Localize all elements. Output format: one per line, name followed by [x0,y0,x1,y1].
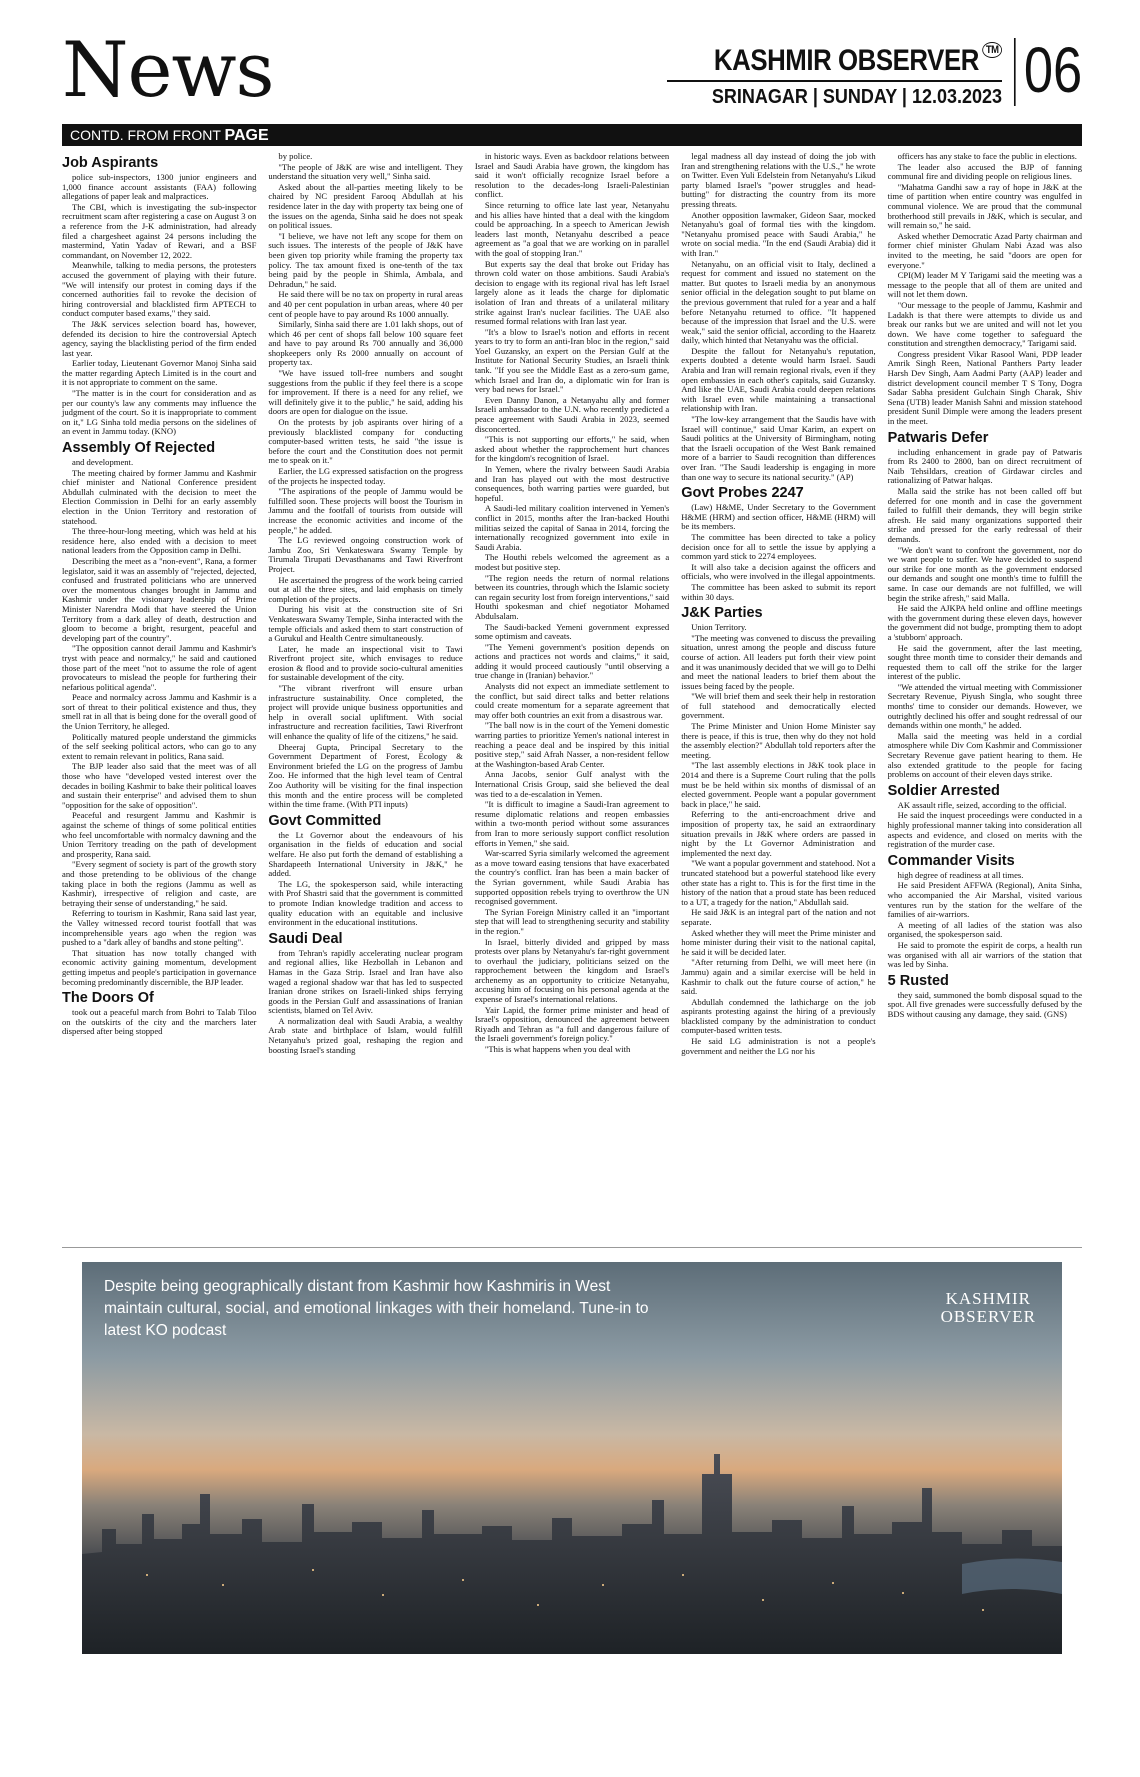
article-paragraph: "The last assembly elections in J&K took place in 2014 and there is a Supreme Court ruling that the polls must be be held within six months of dismissal of an elected government. People want a popular government back in place," he said. [681,760,876,809]
brand-block [667,44,1002,109]
article-paragraph: Peace and normalcy across Jammu and Kashmir is a sort of threat to their political existence and thus, they smell rat in all that is being done for the overall good of the Union Territory, he alleged. [62,692,257,732]
article-column [268,152,462,1242]
article-paragraph: A normalization deal with Saudi Arabia, a wealthy Arab state and birthplace of Islam, would fulfill Netanyahu's prized goal, reshaping the region and boosting Israel's standing [268,1015,463,1055]
article-paragraph: "It's a blow to Israel's notion and efforts in recent years to try to form an anti-Iran bloc in the region," said Yoel Guzansky, an expert on the Persian Gulf at the Institute for National Security Studies, an Israeli think tank. "If you see the Middle East as a zero-sum game, which Israel and Iran do, a diplomatic win for Iran is very bad news for Israel." [474,326,670,395]
article-paragraph: The LG, the spokesperson said, while interacting with Prof Shastri said that the government is committed to promote Indian knowledge tradition and access to quality education with an equitable and inclusive environment in the educational institutions. [268,878,463,928]
article-columns [62,152,1082,1242]
article-paragraph: "We don't want to confront the government, nor do we want people to suffer. We have decided to suspend our strike for one month as the government endorsed our demands and sought one month's time to fulfill the same. In case our demands are not fulfilled, we will begin the strike afresh," said Malla. [887,544,1083,603]
article-paragraph: Since returning to office late last year, Netanyahu and his allies have hinted that a deal with the kingdom could be approaching. In a speech to American Jewish leaders last month, Netanyahu described a peace agreement as "a goal that we are working on in parallel with the goal of stopping Iran." [474,199,670,258]
article-paragraph: from Tehran's rapidly accelerating nuclear program and regional allies, like Hezbollah in Lebanon and Hamas in the Gaza Strip. Israel and Iran have also waged a regional shadow war that has led to suspected Iranian drone strikes on Israeli-linked ships ferrying goods in the Persian Gulf and assassinations of Iranian scientists, blamed on Tel Aviv. [268,947,463,1016]
article-paragraph: "Mahatma Gandhi saw a ray of hope in J&K at the time of partition when entire country was engulfed in communal violence. We are proud that the communal brotherhood still prevails in J&K, which is secular, and will remain so," he said. [887,181,1083,231]
trademark-icon: TM [982,42,1002,58]
article-paragraph: "The region needs the return of normal relations between its countries, through which the Islamic society can regain security lost from foreign interventions," said Houthi spokesman and chief negotiator Mohamed Abdulsalam. [474,572,670,621]
article-paragraph: AK assault rifle, seized, according to the official. [897,799,1067,810]
article-paragraph: Yair Lapid, the former prime minister and head of Israel's opposition, denounced the agreement between Riyadh and Tehran as "a full and dangerous failure of the Israeli government's foreign policy." [474,1004,670,1044]
article-paragraph: On the protests by job aspirants over hiring of a previously blacklisted company for conducting computer-based written tests, he said "the issue is before the court and the Constitution does not permit me to speak on it." [268,417,463,466]
article-paragraph: But experts say the deal that broke out Friday has thrown cold water on those ambitions. Saudi Arabia's decision to engage with its regional rival has left Israel largely alone as it leads the charge for diplomatic isolation of Iran and threats of a unilateral military strike against Iran's nuclear facilities. The UAE also resumed formal relations with Iran last year. [474,258,670,327]
page-number: 06 [1014,38,1082,106]
article-paragraph: "We have issued toll-free numbers and sought suggestions from the public if they feel there is a scope for improvement. If there is a need for any relief, we will definitely give it to the public," he said, adding his doors are open for dialogue on the issue. [268,368,463,417]
section-title: News [62,25,274,114]
article-paragraph: Anna Jacobs, senior Gulf analyst with the International Crisis Group, said she believed the deal was tied to a de-escalation in Yemen. [474,769,670,799]
article-paragraph: CPI(M) leader M Y Tarigami said the meeting was a message to the people that all of them are united and will not let them down. [887,270,1083,300]
article-paragraph: That situation has now totally changed with economic activity gaining momentum, development getting impetus and people's participation in governance becoming predominantly discernible, the BJP leader. [62,947,257,987]
article-paragraph: The J&K services selection board has, however, defended its decision to hire the controversial Aptech agency, saying the blacklisting period of the firm ended last year. [62,318,257,358]
article-paragraph: In Israel, bitterly divided and gripped by mass protests over plans by Netanyahu's far-right government to overhaul the judiciary, politicians seized on the rapprochement between the kingdom and Israel's archenemy as an opportunity to criticize Netanyahu, accusing him of focusing on his personal agenda at the expense of Israel's international relations. [474,936,670,1005]
article-column [888,152,1082,1242]
article-paragraph: Another opposition lawmaker, Gideon Saar, mocked Netanyahu's goal of formal ties with the kingdom. "Netanyahu promised peace with Saudi Arabia," he wrote on social media. "In the end (Saudi Arabia) did it with Iran." [681,209,876,258]
article-paragraph: "It is difficult to imagine a Saudi-Iran agreement to resume diplomatic relations and reopen embassies within a two-month period without some assurances from Iran to more seriously support conflict resolution efforts in Yemen," she said. [474,799,670,848]
article-paragraph: legal madness all day instead of doing the job with Iran and strengthening relations with the U.S.," he wrote on Twitter. Even Yuli Edelstein from Netanyahu's Likud party blamed Israel's "power struggles and head-butting" for distracting the country from its more pressing threats. [681,151,876,209]
article-paragraph: A Saudi-led military coalition intervened in Yemen's conflict in 2015, months after the Iran-backed Houthi militias seized the capital of Sanaa in 2014, forcing the internationally recognized government into exile in Saudi Arabia. [474,503,670,552]
dateline: SRINAGAR | SUNDAY | 12.03.2023 [711,86,1002,108]
article-paragraph: Abdullah condemned the lathicharge on the job aspirants protesting against the hiring of a previously blacklisted company by the administration to conduct computer-based written tests. [681,996,876,1036]
article-paragraph: Congress president Vikar Rasool Wani, PDP leader Amrik Singh Reen, National Panthers Party leader Harsh Dev Singh, Aam Aadmi Party (AAP) leader and district development council member T S Tony, Dogra Sadar Sabha president Gulchain Singh Charak, Shiv Sena (UTB) leader Manish Sahni and mission statehood president Sunil Dimple were among the leaders present in the meet. [887,348,1083,427]
article-paragraph: Asked about the all-parties meeting likely to be chaired by NC president Farooq Abdullah at his residence later in the day with property tax being one of the issues on the agenda, Sinha said he does not speak on political issues. [268,181,463,231]
article-paragraph: "The opposition cannot derail Jammu and Kashmir's tryst with peace and normalcy," he said and cautioned those part of the meet "not to assume the role of agent provocateurs to mislead the people for furthering their nefarious political agenda". [62,643,257,692]
article-column [62,152,256,1242]
article-paragraph: took out a peaceful march from Bohri to Talab Tiloo on the outskirts of the city and the marchers later dispersed after being stopped [62,1007,257,1037]
article-headline: Patwaris Defer [887,429,989,446]
article-paragraph: Asked whether Democratic Azad Party chairman and former chief minister Ghulam Nabi Azad was also invited to the meeting, he said "doors are open for everyone." [887,230,1083,270]
article-paragraph: Similarly, Sinha said there are 1.01 lakh shops, out of which 46 per cent of shops fall below 100 square feet and have to pay around Rs 700 annually and 36,000 shopkeepers only Rs 2000 annually on account of property tax. [268,319,463,368]
article-paragraph: police sub-inspectors, 1300 junior engineers and 1,000 finance account assistants (FAA) following allegations of paper leak and malpractices. [62,172,257,202]
article-paragraph: War-scarred Syria similarly welcomed the agreement as a move toward easing tensions that have exacerbated the country's conflict. Iran has been a main backer of the Syrian government, while Saudi Arabia has supported opposition rebels trying to overthrow the UN recognised government. [474,848,670,907]
article-column [475,152,669,1242]
article-column [681,152,875,1242]
article-headline: J&K Parties [681,605,763,622]
article-paragraph: Malla said the meeting was held in a cordial atmosphere while Div Com Kashmir and Commissioner Secretary Revenue gave patient hearing to them. He also extended gratitude to the people for facing problems on account of their eleven days strike. [887,730,1083,780]
article-headline: Job Aspirants [62,155,159,171]
article-paragraph: "This is what happens when you deal with [484,1044,631,1055]
article-paragraph: "The vibrant riverfront will ensure urban infrastructure sustainability. Once completed, the project will provide unique business opportunities and help in overall social upliftment. With social infrastructure and recreation facilities, Tawi Riverfront will enhance the quality of life of the citizens," he said. [268,683,463,742]
article-paragraph: by police. [278,151,313,161]
article-headline: Govt Committed [268,812,382,829]
contd-bar [62,124,1082,146]
article-paragraph: A meeting of all ladies of the station was also organised, the spokesperson said. [887,919,1083,940]
divider [62,1247,1082,1248]
podcast-title: KO PODCAST [447,1735,697,1776]
article-paragraph: The committee has been directed to take a policy decision once for all to settle the issue by applying a common yard stick to 2274 employees. [681,531,876,562]
article-paragraph: high degree of readiness at all times. [897,869,1024,880]
contd-suffix: PAGE [224,127,269,144]
article-paragraph: Analysts did not expect an immediate settlement to the conflict, but said direct talks and better relations could create momentum for a separate agreement that may offer both countries an exit from a disastrous war. [474,681,670,720]
article-paragraph: He said J&K is an integral part of the nation and not separate. [681,907,876,927]
ad-description: Despite being geographically distant from Kashmir how Kashmiris in West maintain cultural, social, and emotional linkages with their homeland. Tune-in to latest KO podcast [104,1278,649,1339]
article-headline: The Doors Of [62,990,154,1007]
article-paragraph: "The ball now is in the court of the Yemeni domestic warring parties to prioritize Yemen's national interest in reaching a peace deal and be inspired by this initial positive step," said Afrah Nasser, a non-resident fellow at the Washington-based Arab Center. [474,720,670,769]
article-paragraph: Later, he made an inspectional visit to Tawi Riverfront project site, which envisages to reduce erosion & flood and to provide socio-cultural amenities for sustainable development of the city. [268,643,463,683]
article-paragraph: Peaceful and resurgent Jammu and Kashmir is against the scheme of things of some political entities who feel uncomfortable with normalcy dawning and the Union Territory treading on the path of development and prosperity, Rana said. [62,810,257,859]
article-paragraph: He said to promote the espirit de corps, a health run was organised with all air warriors of the station that was led by Sinha. [887,939,1083,970]
article-paragraph: The leader also accused the BJP of fanning communal fire and dividing people on religious lines. [887,161,1083,182]
article-paragraph: "Our message to the people of Jammu, Kashmir and Ladakh is that there were attempts to divide us and break our ranks but we are united and will not let you down. We have come together to safeguard the constitution and strengthen democracy," Tarigami said. [887,299,1083,349]
article-paragraph: Even Danny Danon, a Netanyahu ally and former Israeli ambassador to the U.N. who recently predicted a peace agreement with Saudi Arabia in 2023, seemed disconcerted. [474,394,670,434]
article-headline: Assembly Of Rejected [62,440,216,457]
article-paragraph: He said the inquest proceedings were conducted in a highly professional manner taking into consideration all aspects and evidence, and closed on merits with the registration of the murder case. [887,810,1083,850]
article-paragraph: In Yemen, where the rivalry between Saudi Arabia and Iran has played out with the most destructive consequences, both warring parties were guarded, but hopeful. [474,464,670,503]
article-paragraph: "I believe, we have not left any scope for them on such issues. The interests of the people of J&K have been given top priority while framing the property tax policy. The tax amount fixed is one-tenth of the tax being paid by the people in Shimla, Ambala, and Dehradun," he said. [268,230,463,289]
article-headline: 5 Rusted [887,972,949,989]
article-paragraph: and development. [72,457,134,468]
article-headline: Soldier Arrested [887,782,1000,799]
article-paragraph: The Syrian Foreign Ministry called it an "important step that will lead to strengthening security and stability in the region." [474,906,670,936]
brand-name: KASHMIR OBSERVER ™ [714,44,1002,78]
article-paragraph: He said the AJKPA held online and offline meetings with the government during these eleven days, however the government did not budge, prompting them to adopt a 'stubborn' approach. [887,603,1083,642]
contd-prefix: CONTD. FROM FRONT [70,127,221,143]
article-paragraph: The meeting chaired by former Jammu and Kashmir chief minister and National Conference president Abdullah culminated with the decision to meet the Election Commission in Delhi for an early assembly election in the Union Territory and restoration of statehood. [62,467,257,526]
article-headline: Saudi Deal [268,930,343,947]
article-paragraph: "The meeting was convened to discuss the prevailing situation, unrest among the people and discuss future course of action. All leaders put forth their view point and it was unanimously decided that we will go to Delhi and meet the national leaders to brief them about the issues being faced by the people. [681,632,876,691]
article-paragraph: He said the government, after the last meeting, sought three month time to consider their demands and requested them to call off the strike for the larger interest of the public. [887,642,1083,682]
article-paragraph: Describing the meet as a "non-event", Rana, a former legislator, said it was an assembly of "rejected, dejected, confused and frustrated politicians who are unnerved over the momentous changes brought in Jammu and Kashmir under the visionary leadership of Prime Minister Narendra Modi that have steered the Union Territory from a dark alley of death, destruction and gloom to become a bright, resurgent, peaceful and developing part of the country". [62,555,257,643]
brand-divider [667,80,1002,82]
masthead [62,25,1082,118]
article-paragraph: The Houthi rebels welcomed the agreement as a modest but positive step. [474,552,670,572]
article-paragraph: He ascertained the progress of the work being carried out at all the three sites, and laid emphasis on timely completion of the projects. [268,574,463,604]
article-paragraph: Meanwhile, talking to media persons, the protesters accused the government of playing with their future. "We will intensify our protest in coming days if the concerned authorities fail to revoke the decision of hiring controversial and blacklisted firm APTECH to conduct computer based exams," they said. [62,260,257,319]
article-paragraph: Union Territory. [691,622,747,633]
article-paragraph: The LG reviewed ongoing construction work of Jambu Zoo, Sri Venkateswara Swamy Temple by Tirumala Tirupati Devasthanams and Tawi Riverfront Project. [268,535,463,574]
article-paragraph: they said, summoned the bomb disposal squad to the spot. All five grenades were successfully defused by the BDS without causing any damage, they said. (GNS) [887,989,1083,1019]
article-paragraph: Referring to the anti-encroachment drive and imposition of property tax, he said an extraordinary situation prevails in J&K where orders are passed in night by the Lt Governor Administration and implemented the next day. [681,809,876,858]
article-paragraph: The Prime Minister and Union Home Minister say there is peace, if this is true, then why do they not hold the assembly election?" Abdullah told reporters after the meeting. [681,721,876,760]
article-paragraph: Dheeraj Gupta, Principal Secretary to the Government Department of Forest, Ecology & Environment briefed the LG on the progress of Jambu Zoo. He informed that the high level team of Central Zoo Authority will be visiting for the final inspection this month and the entire process will be completed within the time frame. (With PTI inputs) [268,741,463,810]
article-paragraph: He said LG administration is not a people's government and neither the LG nor his [681,1036,876,1056]
article-headline: Govt Probes 2247 [681,485,804,502]
article-paragraph: "The Yemeni government's position depends on actions and practices not words and claims," it said, adding it would proceed cautiously "until observing a true change in (Iranian) behavior." [474,641,670,681]
article-paragraph: The committee has been asked to submit its report within 30 days. [681,581,876,602]
article-paragraph: Referring to tourism in Kashmir, Rana said last year, the Valley witnessed record tourist footfall that was incomprehensible years ago when the region was pushed to a "dark alley of bandhs and stone pelting". [62,908,257,948]
article-paragraph: "After returning from Delhi, we will meet here (in Jammu) again and a similar exercise will be held in Kashmir to chalk out the future course of action," he said. [681,957,876,997]
article-paragraph: He said President AFFWA (Regional), Anita Sinha, who accompanied the Air Marshal, visited various ventures run by the station for the welfare of the families of air-warriors. [887,880,1083,920]
article-headline: Commander Visits [887,852,1015,869]
article-paragraph: Earlier today, Lieutenant Governor Manoj Sinha said the matter regarding Aptech Limited is in the court and it is not appropriate to comment on the same. [62,358,257,388]
article-paragraph: The three-hour-long meeting, which was held at his residence here, also ended with a decision to meet national leaders from the Opposition camp in Delhi. [62,526,257,556]
article-paragraph: "Every segment of society is part of the growth story and those pretending to be oblivious of the change taking place in both the regions (Jammu as well as Kashmir), irrespective of religion and caste, are betraying their sense of understanding," he said. [62,859,257,908]
article-paragraph: It will also take a decision against the officers and officials, who were involved in the illegal appointments. [681,561,876,582]
article-paragraph: Earlier, the LG expressed satisfaction on the progress of the projects he inspected today. [268,466,463,486]
article-paragraph: Netanyahu, on an official visit to Italy, declined a request for comment and issued no statement on the matter. But quotes to Israeli media by an anonymous senior official in the delegation sought to put blame on the previous government that ruled for a year and a half before Netanyahu returned to office. "It happened because of the impression that Israel and the U.S. were weak," said the senior official, according to the Haaretz daily, which hinted that Netanyahu was the official. [681,258,876,346]
article-paragraph: He said there will be no tax on property in rural areas and 40 per cent population in urban areas, where 40 per cent of people have to pay around Rs 1000 annually. [268,289,463,319]
article-paragraph: "The low-key arrangement that the Saudis have with Israel will continue," said Umar Karim, an expert on Saudi politics at the University of Birmingham, noting that the Israeli occupation of the West Bank remained more of a barrier to Saudi recognition than differences over Iran. "The Saudi leadership is engaging in more than one way to secure its national security." (AP) [681,414,876,482]
article-paragraph: the Lt Governor about the endeavours of his organisation in the fields of education and social welfare. He also put forth the demand of establishing a Shardapeeth International University in J&K," he added. [268,829,463,879]
article-paragraph: The Saudi-backed Yemeni government expressed some optimism and caveats. [474,621,670,642]
article-paragraph: During his visit at the construction site of Sri Venkateswara Swamy Temple, Sinha interacted with the temple officials and asked them to start construction of a Gurukul and Health Centre simultaneously. [268,604,463,644]
article-paragraph: "We want a popular government and statehood. Not a truncated statehood but a powerful statehood like every other state has a right to. This is for the first time in the history of the nation that a proud state has been reduced to a UT, a tragedy for the nation," Abdullah said. [681,858,876,907]
article-paragraph: including enhancement in grade pay of Patwaris from Rs 2400 to 2800, ban on direct recruitment of Naib Tehsildars, creation of Girdawar circles and rationalizing of Patwar halqas. [887,446,1083,486]
article-paragraph: Malla said the strike has not been called off but deferred for one month and in case the government failed to fulfill their demands, they will begin strike afresh. He said many organizations supported their strike and pressed for the early redressal of their demands. [887,486,1083,544]
article-paragraph: officers has any stake to face the public in elections. [897,151,1077,161]
article-paragraph: (Law) H&ME, Under Secretary to the Government H&ME (HRM) and section officer, H&ME (HRM) will be its members. [681,502,876,532]
article-paragraph: "We attended the virtual meeting with Commissioner Secretary Revenue, Piyush Singla, who sought three months' time to consider our demands. However, we outrightly declined his offer and sought redressal of our demands within one month," he added. [887,681,1083,731]
podcast-ad[interactable] [82,1262,1062,1776]
article-paragraph: Despite the fallout for Netanyahu's reputation, experts doubted a detente would harm Israel. Saudi Arabia and Iran will remain regional rivals, even if they open embassies in each other's capitals, said Guzansky. And like the UAE, Saudi Arabia could deepen relations with Israel even while maintaining a transactional relationship with Iran. [681,345,876,414]
article-paragraph: in historic ways. Even as backdoor relations between Israel and Saudi Arabia have grown, the kingdom has said it won't officially recognize Israel before a resolution to the decades-long Israeli-Palestinian conflict. [474,151,670,200]
article-paragraph: "The aspirations of the people of Jammu would be fulfilled soon. These projects will boost the Tourism in Jammu and the footfall of tourists from outside will increase the economic activities and income of the people," he added. [268,486,463,535]
article-paragraph: "The people of J&K are wise and intelligent. They understand the situation very well," Sinha said. [268,161,463,182]
article-paragraph: The BJP leader also said that the meet was of all those who have "developed vested interest over the decades in boiling Kashmir to bake their political loaves and sustain their enterprise" and advised them to shun "opposition for the sake of opposition". [62,761,257,810]
article-paragraph: The CBI, which is investigating the sub-inspector recruitment scam after registering a case on August 3 on a reference from the J-K administration, had already filed a chargesheet against 24 persons including the mastermind, Yatin Yadav of Rewari, and a BSF commandant, on November 12, 2022. [62,201,257,260]
article-paragraph: "This is not supporting our efforts," he said, when asked about whether the rapprochement hurt chances for the kingdom's recognition of Israel. [474,434,670,464]
article-paragraph: "We will brief them and seek their help in restoration of full statehood and democratically elected government. [681,691,876,721]
article-paragraph: Politically matured people understand the gimmicks of the self seeking political actors, who can go to any extent to remain relevant in politics, Rana said. [62,731,257,761]
city-skyline-image [82,1434,1062,1654]
ad-logo: KASHMIR OBSERVER [940,1289,1036,1326]
article-paragraph: "The matter is in the court for consideration and as per our county's law any comments may influence the judgment of the court. So it is inappropriate to comment on it," LG Sinha told media persons on the sidelines of an event in Jammu today. (KNO) [62,388,257,437]
article-paragraph: Asked whether they will meet the Prime minister and home minister during their visit to the national capital, he said it will be decided later. [681,927,876,957]
